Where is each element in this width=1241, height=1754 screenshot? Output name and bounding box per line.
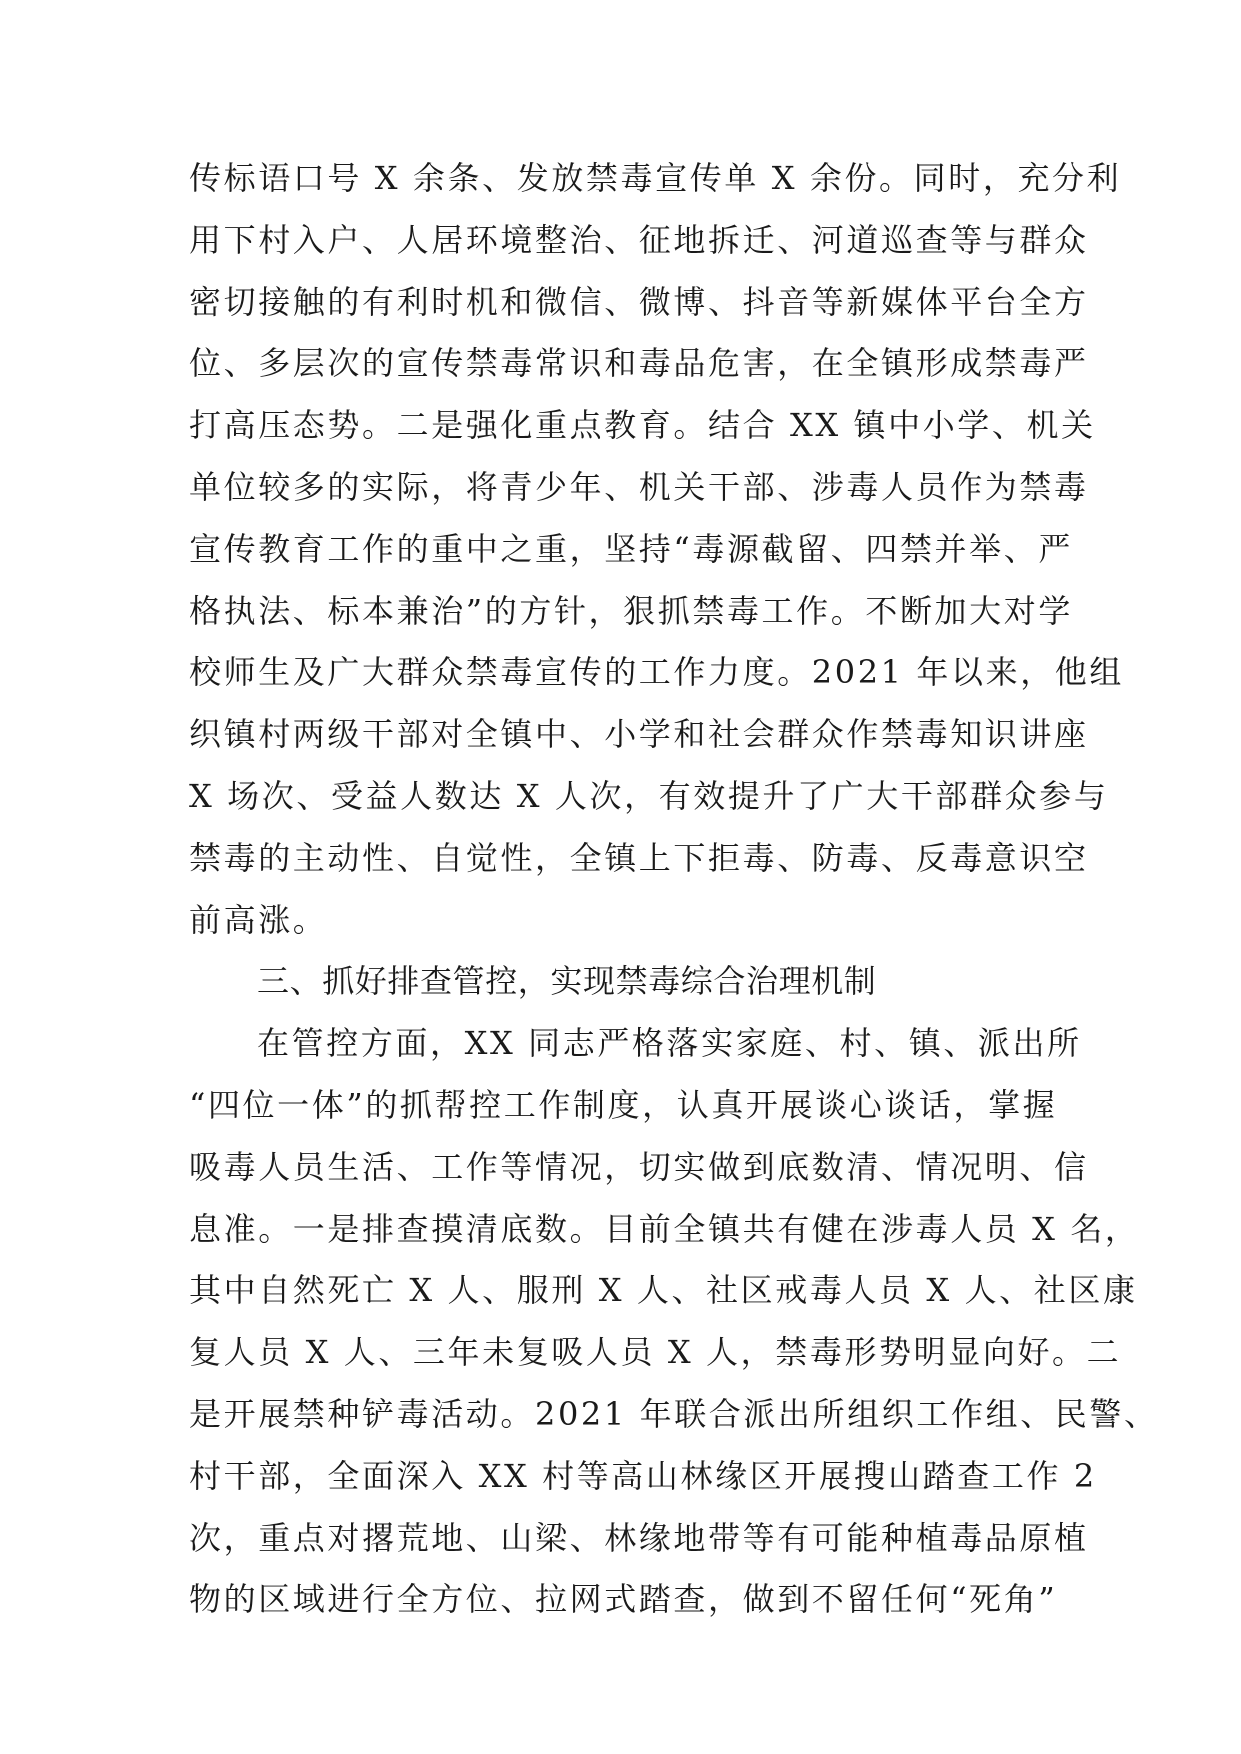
text-line: 宣传教育工作的重中之重，坚持“毒源截留、四禁并举、严 xyxy=(189,529,1073,568)
document-body xyxy=(189,148,1159,1631)
text-line: 是开展禁种铲毒活动。2021 年联合派出所组织工作组、民警、 xyxy=(189,1394,1159,1433)
text-line: 传标语口号 X 余条、发放禁毒宣传单 X 余份。同时，充分利 xyxy=(189,159,1122,197)
text-line: 校师生及广大群众禁毒宣传的工作力度。2021 年以来，他组 xyxy=(189,653,1125,692)
text-line: 位、多层次的宣传禁毒常识和毒品危害，在全镇形成禁毒严 xyxy=(189,344,1089,383)
text-line: 前高涨。 xyxy=(189,900,328,939)
text-line: 在管控方面，XX 同志严格落实家庭、村、镇、派出所 xyxy=(257,1024,1082,1063)
section-heading: 三、抓好排查管控，实现禁毒综合治理机制 xyxy=(257,962,877,1001)
text-line: 打高压态势。二是强化重点教育。结合 XX 镇中小学、机关 xyxy=(189,406,1096,445)
text-line: “四位一体”的抓帮控工作制度，认真开展谈心谈话，掌握 xyxy=(189,1085,1058,1124)
text-line: 次，重点对撂荒地、山梁、林缘地带等有可能种植毒品原植 xyxy=(189,1518,1089,1557)
text-line: 村干部，全面深入 XX 村等高山林缘区开展搜山踏查工作 2 xyxy=(189,1456,1097,1495)
text-line: 息准。一是排查摸清底数。目前全镇共有健在涉毒人员 X 名， xyxy=(189,1209,1140,1248)
text-line: 单位较多的实际，将青少年、机关干部、涉毒人员作为禁毒 xyxy=(189,467,1089,506)
text-line: 吸毒人员生活、工作等情况，切实做到底数清、情况明、信 xyxy=(189,1147,1089,1186)
text-line: 用下村入户、人居环境整治、征地拆迁、河道巡查等与群众 xyxy=(189,220,1089,259)
text-line: 物的区域进行全方位、拉网式踏查，做到不留任何“死角” xyxy=(189,1580,1058,1619)
text-line: 织镇村两级干部对全镇中、小学和社会群众作禁毒知识讲座 xyxy=(189,715,1089,754)
text-line: 密切接触的有利时机和微信、微博、抖音等新媒体平台全方 xyxy=(189,282,1089,321)
text-line: 复人员 X 人、三年未复吸人员 X 人，禁毒形势明显向好。二 xyxy=(189,1333,1122,1372)
text-line: X 场次、受益人数达 X 人次，有效提升了广大干部群众参与 xyxy=(189,776,1109,815)
text-line: 其中自然死亡 X 人、服刑 X 人、社区戒毒人员 X 人、社区康 xyxy=(189,1271,1138,1310)
text-line: 格执法、标本兼治”的方针，狠抓禁毒工作。不断加大对学 xyxy=(189,591,1073,630)
text-line: 禁毒的主动性、自觉性，全镇上下拒毒、防毒、反毒意识空 xyxy=(189,838,1089,877)
